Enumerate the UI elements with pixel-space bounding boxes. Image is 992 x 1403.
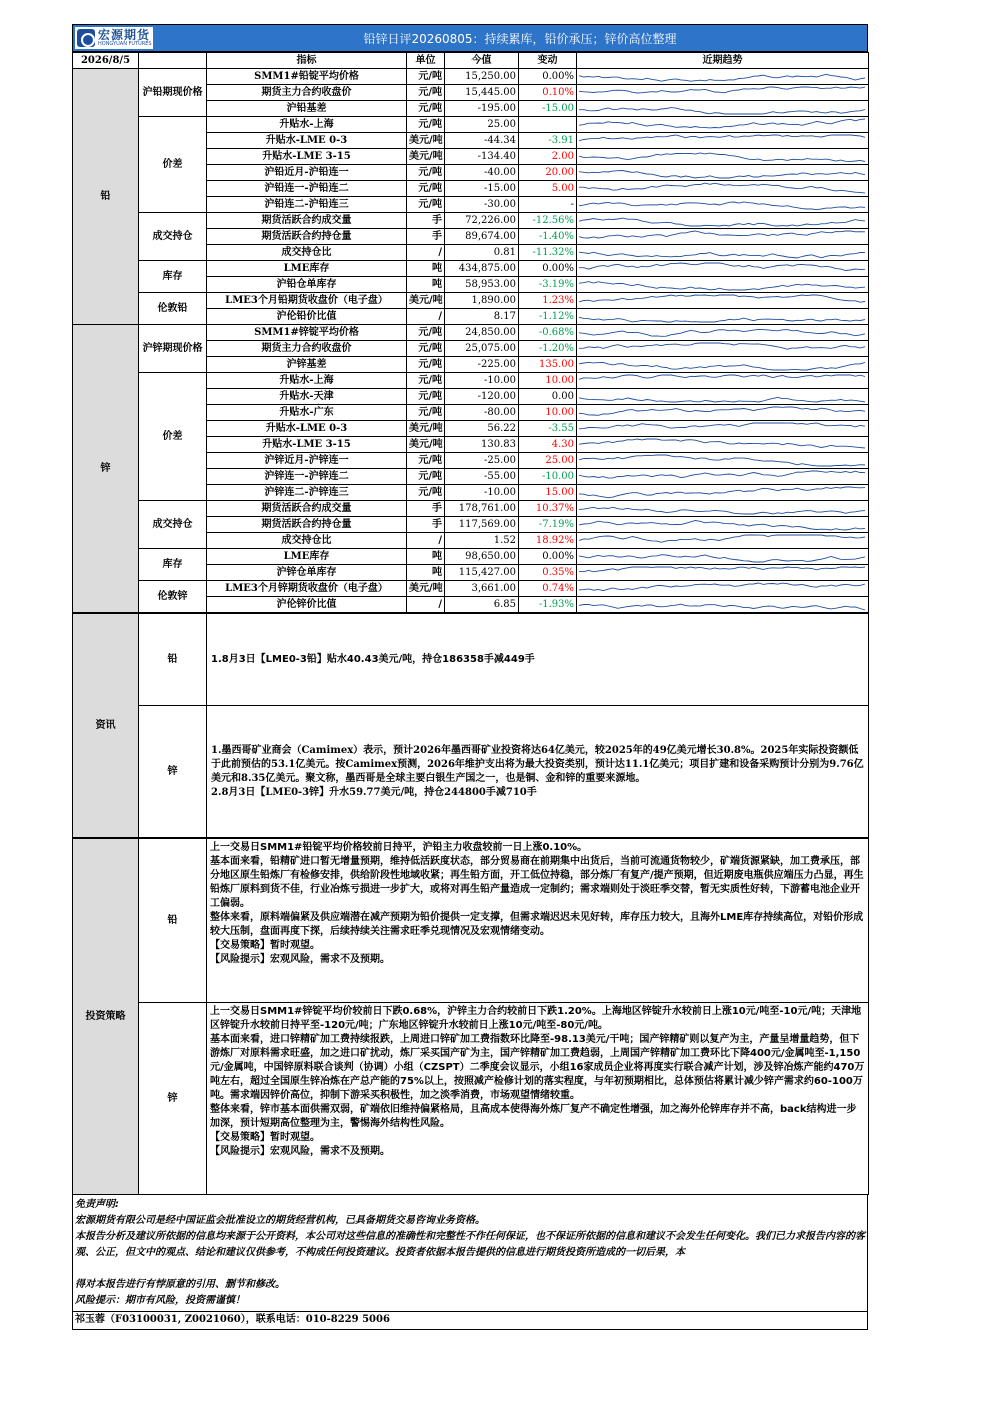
unit-cell: /: [407, 309, 445, 325]
strategy-paragraph: 上一交易日SMM1#铅锭平均价格较前日持平，沪铅主力收盘较前一日上涨0.10%。: [210, 842, 588, 853]
table-header-row: [73, 53, 869, 69]
trend-sparkline: [577, 549, 867, 564]
category-label: 库存: [139, 261, 207, 293]
value-cell: 434,875.00: [445, 261, 519, 277]
trend-cell: [577, 181, 869, 197]
news-zinc-item-2: 2.8月3日【LME0-3锌】升水59.77美元/吨，持仓244800手减710手: [211, 786, 537, 798]
trend-cell: [577, 565, 869, 581]
change-cell: 0.00%: [519, 261, 577, 277]
value-cell: -55.00: [445, 469, 519, 485]
unit-cell: 美元/吨: [407, 581, 445, 597]
unit-cell: 元/吨: [407, 341, 445, 357]
trend-sparkline: [577, 453, 867, 468]
strategy-paragraph: 基本面来看，进口锌精矿加工费持续报跌，上周进口锌矿加工费指数环比降至-98.13美元/干吨；国产锌精矿则以复产为主，产量呈增量趋势，但下游炼厂对原料需求旺盛，加之进口矿扰动，炼厂采买国产矿为主，国产锌精矿加工费趋弱，上周国产锌精矿加工费环比下降400元/金属吨至-1,150元/金属吨，中国锌原料联合谈判（协调）小组（CZSPT）二季度会议显示，小组16家成员企业将再度实行联合减产计划，涉及锌冶炼产能约470万吨左右，超过全国原生锌冶炼在产总产能的75%以上，按照减产检修计划的落实程度，与年初预期相比，总体预估将累计减少锌产需求约60-100万吨。需求端因锌价高位，抑制下游采买积极性，加之淡季消费，市场观望情绪较重。: [210, 1034, 865, 1101]
value-cell: -15.00: [445, 181, 519, 197]
indicator-name: LME3个月锌期货收盘价（电子盘）: [207, 581, 407, 597]
value-cell: 0.81: [445, 245, 519, 261]
change-cell: -1.40%: [519, 229, 577, 245]
trend-sparkline: [577, 501, 867, 516]
strategy-paragraph: 整体来看，锌市基本面供需双弱，矿端依旧维持偏紧格局，且高成本使得海外炼厂复产不确定性增强，加之海外伦锌库存并不高，back结构进一步加深，预计短期高位整理为主，警惕海外结构性风险。: [210, 1104, 857, 1129]
indicator-name: 升贴水-LME 3-15: [207, 437, 407, 453]
value-cell: -120.00: [445, 389, 519, 405]
indicator-name: 期货活跃合约持仓量: [207, 517, 407, 533]
unit-cell: 元/吨: [407, 373, 445, 389]
strategy-paragraph: 【交易策略】暂时观望。: [210, 1132, 320, 1143]
value-cell: -225.00: [445, 357, 519, 373]
trend-cell: [577, 197, 869, 213]
trend-sparkline: [577, 597, 867, 612]
news-label: 资讯: [73, 614, 139, 838]
value-cell: 8.17: [445, 309, 519, 325]
unit-cell: /: [407, 597, 445, 613]
header-unit: 单位: [407, 53, 445, 69]
trend-cell: [577, 501, 869, 517]
change-cell: 0.00: [519, 389, 577, 405]
unit-cell: 元/吨: [407, 357, 445, 373]
unit-cell: 美元/吨: [407, 133, 445, 149]
unit-cell: 元/吨: [407, 197, 445, 213]
category-label: 价差: [139, 117, 207, 213]
trend-cell: [577, 165, 869, 181]
trend-cell: [577, 245, 869, 261]
unit-cell: 元/吨: [407, 85, 445, 101]
category-label: 成交持仓: [139, 501, 207, 549]
indicator-name: 期货活跃合约成交量: [207, 213, 407, 229]
value-cell: 130.83: [445, 437, 519, 453]
unit-cell: 手: [407, 213, 445, 229]
value-cell: -10.00: [445, 373, 519, 389]
value-cell: 117,569.00: [445, 517, 519, 533]
trend-sparkline: [577, 517, 867, 532]
news-zinc-item-1: 1.墨西哥矿业商会（Camimex）表示，预计2026年墨西哥矿业投资将达64亿美元，较2025年的49亿美元增长30.8%。2025年实际投资额低于此前预估的53.1亿美元。按Camimex预测，2026年维护支出将为最大投资类别，预计达11.1亿美元；项目扩建和设备采购预计分别为9.76亿美元和8.35亿美元。聚文称，墨西哥是全球主要白银生产国之一，也是铜、金和锌的重要来源地。: [211, 744, 864, 784]
trend-sparkline: [577, 485, 867, 500]
change-cell: 0.74%: [519, 581, 577, 597]
indicator-name: 沪锌连一-沪锌连二: [207, 469, 407, 485]
trend-sparkline: [577, 581, 867, 596]
category-label: 伦敦铅: [139, 293, 207, 325]
value-cell: 56.22: [445, 421, 519, 437]
trend-sparkline: [577, 85, 867, 100]
trend-sparkline: [577, 69, 867, 84]
unit-cell: 吨: [407, 565, 445, 581]
unit-cell: 元/吨: [407, 117, 445, 133]
change-cell: -3.19%: [519, 277, 577, 293]
unit-cell: 美元/吨: [407, 293, 445, 309]
logo-cn: 宏源期货: [98, 28, 151, 42]
change-cell: -1.20%: [519, 341, 577, 357]
value-cell: 25.00: [445, 117, 519, 133]
change-cell: -: [519, 197, 577, 213]
trend-cell: [577, 309, 869, 325]
header-indicator: 指标: [207, 53, 407, 69]
news-zinc-label: 锌: [139, 706, 207, 838]
indicator-name: 沪铅基差: [207, 101, 407, 117]
author-contact: 祁玉蓉（F03100031, Z0021060），联系电话：010-8229 5006: [72, 1312, 868, 1330]
trend-cell: [577, 293, 869, 309]
news-table: [72, 613, 869, 838]
change-cell: 0.00%: [519, 549, 577, 565]
trend-sparkline: [577, 181, 867, 196]
trend-sparkline: [577, 293, 867, 308]
strategy-label: 投资策略: [73, 839, 139, 1195]
trend-sparkline: [577, 133, 867, 148]
value-cell: -44.34: [445, 133, 519, 149]
unit-cell: 元/吨: [407, 325, 445, 341]
company-logo: [75, 27, 153, 49]
change-cell: -15.00: [519, 101, 577, 117]
header-value: 今值: [445, 53, 519, 69]
disclaimer-line2: 本报告分析及建议所依据的信息均来源于公开资料，本公司对这些信息的准确性和完整性不作任何保证，也不保证所依据的信息和建议不会发生任何变化。我们已力求报告内容的客观、公正，但文中的观点、结论和建议仅供参考，不构成任何投资建议。投资者依据本报告提供的信息进行期货投资所造成的一切后果，本: [75, 1231, 865, 1258]
title-bar: [72, 24, 868, 52]
disclaimer-line1: 宏源期货有限公司是经中国证监会批准设立的期货经营机构，已具备期货交易咨询业务资格。: [75, 1215, 485, 1226]
table-row: [73, 325, 869, 341]
indicator-name: LME3个月铅期货收盘价（电子盘）: [207, 293, 407, 309]
category-label: 库存: [139, 549, 207, 581]
table-row: [73, 581, 869, 597]
lead-group-label: 铅: [73, 69, 139, 325]
change-cell: -3.55: [519, 421, 577, 437]
value-cell: -195.00: [445, 101, 519, 117]
change-cell: 2.00: [519, 149, 577, 165]
indicator-name: 成交持仓比: [207, 245, 407, 261]
indicator-name: 升贴水-LME 0-3: [207, 133, 407, 149]
news-lead-label: 铅: [139, 614, 207, 706]
change-cell: 20.00: [519, 165, 577, 181]
trend-sparkline: [577, 101, 867, 116]
indicator-name: 沪伦铅价比值: [207, 309, 407, 325]
indicator-name: 升贴水-广东: [207, 405, 407, 421]
trend-sparkline: [577, 245, 867, 260]
category-label: 沪铅期现价格: [139, 69, 207, 117]
change-cell: [519, 117, 577, 133]
news-lead-text: 1.8月3日【LME0-3铅】贴水40.43美元/吨，持仓186358手减449手: [207, 614, 869, 706]
unit-cell: 元/吨: [407, 389, 445, 405]
change-cell: -7.19%: [519, 517, 577, 533]
trend-cell: [577, 405, 869, 421]
value-cell: 15,445.00: [445, 85, 519, 101]
trend-sparkline: [577, 341, 867, 356]
unit-cell: 美元/吨: [407, 421, 445, 437]
unit-cell: 元/吨: [407, 485, 445, 501]
indicator-name: SMM1#铅锭平均价格: [207, 69, 407, 85]
trend-cell: [577, 117, 869, 133]
unit-cell: 美元/吨: [407, 437, 445, 453]
unit-cell: 元/吨: [407, 453, 445, 469]
trend-cell: [577, 85, 869, 101]
trend-sparkline: [577, 357, 867, 372]
news-zinc-text: [207, 706, 869, 838]
trend-cell: [577, 69, 869, 85]
strategy-paragraph: 整体来看，原料端偏紧及供应端潜在减产预期为铅价提供一定支撑，但需求端迟迟未见好转，库存压力较大，且海外LME库存持续高位，对铅价形成较大压制，盘面再度下探，后续持续关注需求旺季兑现情况及宏观情绪变动。: [210, 912, 864, 937]
category-label: 成交持仓: [139, 213, 207, 261]
indicator-name: 沪锌连二-沪锌连三: [207, 485, 407, 501]
report-page: [72, 24, 868, 1330]
indicator-name: 成交持仓比: [207, 533, 407, 549]
trend-cell: [577, 549, 869, 565]
trend-sparkline: [577, 421, 867, 436]
strategy-paragraph: 【交易策略】暂时观望。: [210, 940, 320, 951]
trend-sparkline: [577, 437, 867, 452]
value-cell: 89,674.00: [445, 229, 519, 245]
trend-cell: [577, 533, 869, 549]
change-cell: 10.00: [519, 405, 577, 421]
indicator-name: 沪伦锌价比值: [207, 597, 407, 613]
header-change: 变动: [519, 53, 577, 69]
category-label: 沪锌期现价格: [139, 325, 207, 373]
change-cell: -0.68%: [519, 325, 577, 341]
value-cell: -80.00: [445, 405, 519, 421]
indicator-name: 升贴水-上海: [207, 373, 407, 389]
indicator-name: 期货活跃合约持仓量: [207, 229, 407, 245]
news-zinc-row: [73, 706, 869, 838]
strategy-zinc-text: [207, 1003, 869, 1195]
indicator-name: 沪锌仓单库存: [207, 565, 407, 581]
trend-cell: [577, 485, 869, 501]
value-cell: 178,761.00: [445, 501, 519, 517]
logo-en: HONGYUAN FUTURES: [98, 41, 152, 47]
change-cell: 0.00%: [519, 69, 577, 85]
trend-sparkline: [577, 117, 867, 132]
indicator-name: 升贴水-LME 0-3: [207, 421, 407, 437]
indicator-name: 沪锌基差: [207, 357, 407, 373]
table-row: [73, 373, 869, 389]
unit-cell: 吨: [407, 549, 445, 565]
table-row: [73, 293, 869, 309]
indicator-name: LME库存: [207, 549, 407, 565]
change-cell: 15.00: [519, 485, 577, 501]
trend-cell: [577, 133, 869, 149]
unit-cell: 元/吨: [407, 181, 445, 197]
strategy-paragraph: 【风险提示】宏观风险，需求不及预期。: [210, 954, 390, 965]
table-row: [73, 501, 869, 517]
unit-cell: 手: [407, 517, 445, 533]
strategy-table: [72, 838, 869, 1195]
value-cell: -25.00: [445, 453, 519, 469]
indicator-name: 沪铅近月-沪铅连一: [207, 165, 407, 181]
indicator-name: 升贴水-天津: [207, 389, 407, 405]
indicator-name: 沪铅连一-沪铅连二: [207, 181, 407, 197]
strategy-lead-text: [207, 839, 869, 1003]
change-cell: 18.92%: [519, 533, 577, 549]
value-cell: -40.00: [445, 165, 519, 181]
trend-cell: [577, 517, 869, 533]
change-cell: -3.91: [519, 133, 577, 149]
trend-sparkline: [577, 165, 867, 180]
indicator-name: 升贴水-上海: [207, 117, 407, 133]
value-cell: -134.40: [445, 149, 519, 165]
category-label: 价差: [139, 373, 207, 501]
trend-cell: [577, 213, 869, 229]
disclaimer: [72, 1195, 868, 1312]
change-cell: 1.23%: [519, 293, 577, 309]
trend-sparkline: [577, 533, 867, 548]
disclaimer-line3: 得对本报告进行有悖原意的引用、删节和修改。: [75, 1279, 285, 1290]
unit-cell: 手: [407, 229, 445, 245]
trend-cell: [577, 437, 869, 453]
value-cell: 24,850.00: [445, 325, 519, 341]
trend-cell: [577, 373, 869, 389]
strategy-zinc-label: 锌: [139, 1003, 207, 1195]
indicator-name: 升贴水-LME 3-15: [207, 149, 407, 165]
trend-sparkline: [577, 565, 867, 580]
unit-cell: 元/吨: [407, 69, 445, 85]
trend-cell: [577, 597, 869, 613]
trend-sparkline: [577, 373, 867, 388]
report-title: 铅锌日评20260805：持续累库，铅价承压；锌价高位整理: [363, 32, 677, 46]
market-data-table: [72, 52, 869, 613]
value-cell: 58,953.00: [445, 277, 519, 293]
indicator-name: 期货主力合约收盘价: [207, 85, 407, 101]
change-cell: 135.00: [519, 357, 577, 373]
trend-sparkline: [577, 261, 867, 276]
trend-sparkline: [577, 149, 867, 164]
news-lead-row: [73, 614, 869, 706]
value-cell: 1.52: [445, 533, 519, 549]
trend-cell: [577, 421, 869, 437]
unit-cell: /: [407, 533, 445, 549]
unit-cell: 吨: [407, 261, 445, 277]
trend-sparkline: [577, 229, 867, 244]
unit-cell: 元/吨: [407, 101, 445, 117]
logo-icon: [77, 29, 95, 47]
indicator-name: SMM1#锌锭平均价格: [207, 325, 407, 341]
header-trend: 近期趋势: [577, 53, 869, 69]
value-cell: 15,250.00: [445, 69, 519, 85]
strategy-paragraph: 上一交易日SMM1#锌锭平均价较前日下跌0.68%，沪锌主力合约较前日下跌1.20%。上海地区锌锭升水较前日上涨10元/吨至-10元/吨；天津地区锌锭升水较前日持平至-120元/吨；广东地区锌锭升水较前日上涨10元/吨至-80元/吨。: [210, 1006, 862, 1031]
value-cell: -10.00: [445, 485, 519, 501]
trend-sparkline: [577, 389, 867, 404]
trend-cell: [577, 101, 869, 117]
trend-cell: [577, 581, 869, 597]
header-blank: [139, 53, 207, 69]
trend-sparkline: [577, 309, 867, 324]
trend-cell: [577, 149, 869, 165]
trend-sparkline: [577, 213, 867, 228]
value-cell: 115,427.00: [445, 565, 519, 581]
indicator-name: 沪铅仓单库存: [207, 277, 407, 293]
value-cell: -30.00: [445, 197, 519, 213]
trend-cell: [577, 325, 869, 341]
indicator-name: 沪铅连二-沪铅连三: [207, 197, 407, 213]
table-row: [73, 549, 869, 565]
trend-cell: [577, 389, 869, 405]
change-cell: 25.00: [519, 453, 577, 469]
value-cell: 98,650.00: [445, 549, 519, 565]
unit-cell: 手: [407, 501, 445, 517]
change-cell: -12.56%: [519, 213, 577, 229]
strategy-paragraph: 基本面来看，铅精矿进口暂无增量预期，维持低活跃度状态，部分贸易商在前期集中出货后，当前可流通货物较少，矿端货源紧缺，加工费承压，部分地区原生铅炼厂有检修安排，供给阶段性地域收紧；再生铅方面，开工低位持稳，部分炼厂有复产/提产预期，但近期废电瓶供应端压力凸显，再生铅炼厂原料到货不佳，行业冶炼亏损进一步扩大，或将对再生铅产量造成一定制约；需求端则处于淡旺季交替，暂无实质性好转，下游蓄电池企业开工偏弱。: [210, 856, 864, 909]
change-cell: -1.93%: [519, 597, 577, 613]
trend-sparkline: [577, 197, 867, 212]
indicator-name: 沪锌近月-沪锌连一: [207, 453, 407, 469]
unit-cell: 元/吨: [407, 405, 445, 421]
change-cell: -11.32%: [519, 245, 577, 261]
trend-cell: [577, 341, 869, 357]
disclaimer-title: 免责声明:: [75, 1199, 119, 1210]
trend-sparkline: [577, 277, 867, 292]
indicator-name: 期货活跃合约成交量: [207, 501, 407, 517]
unit-cell: 美元/吨: [407, 149, 445, 165]
trend-cell: [577, 261, 869, 277]
indicator-name: 期货主力合约收盘价: [207, 341, 407, 357]
unit-cell: 吨: [407, 277, 445, 293]
value-cell: 25,075.00: [445, 341, 519, 357]
header-date: 2026/8/5: [73, 53, 139, 69]
table-row: [73, 117, 869, 133]
change-cell: -1.12%: [519, 309, 577, 325]
trend-cell: [577, 277, 869, 293]
trend-sparkline: [577, 469, 867, 484]
strategy-paragraph: 【风险提示】宏观风险，需求不及预期。: [210, 1146, 390, 1157]
change-cell: -10.00: [519, 469, 577, 485]
change-cell: 10.00: [519, 373, 577, 389]
strategy-lead-row: [73, 839, 869, 1003]
disclaimer-line4: 风险提示：期市有风险，投资需谨慎！: [75, 1295, 245, 1306]
value-cell: 1,890.00: [445, 293, 519, 309]
value-cell: 72,226.00: [445, 213, 519, 229]
trend-cell: [577, 229, 869, 245]
category-label: 伦敦锌: [139, 581, 207, 613]
unit-cell: 元/吨: [407, 165, 445, 181]
zinc-group-label: 锌: [73, 325, 139, 613]
table-row: [73, 261, 869, 277]
change-cell: 4.30: [519, 437, 577, 453]
trend-sparkline: [577, 405, 867, 420]
trend-cell: [577, 357, 869, 373]
change-cell: 0.35%: [519, 565, 577, 581]
value-cell: 6.85: [445, 597, 519, 613]
strategy-zinc-row: [73, 1003, 869, 1195]
trend-cell: [577, 453, 869, 469]
table-row: [73, 213, 869, 229]
change-cell: 10.37%: [519, 501, 577, 517]
value-cell: 3,661.00: [445, 581, 519, 597]
trend-cell: [577, 469, 869, 485]
trend-sparkline: [577, 325, 867, 340]
indicator-name: LME库存: [207, 261, 407, 277]
strategy-lead-label: 铅: [139, 839, 207, 1003]
table-row: [73, 69, 869, 85]
unit-cell: 元/吨: [407, 469, 445, 485]
unit-cell: /: [407, 245, 445, 261]
change-cell: 5.00: [519, 181, 577, 197]
change-cell: 0.10%: [519, 85, 577, 101]
